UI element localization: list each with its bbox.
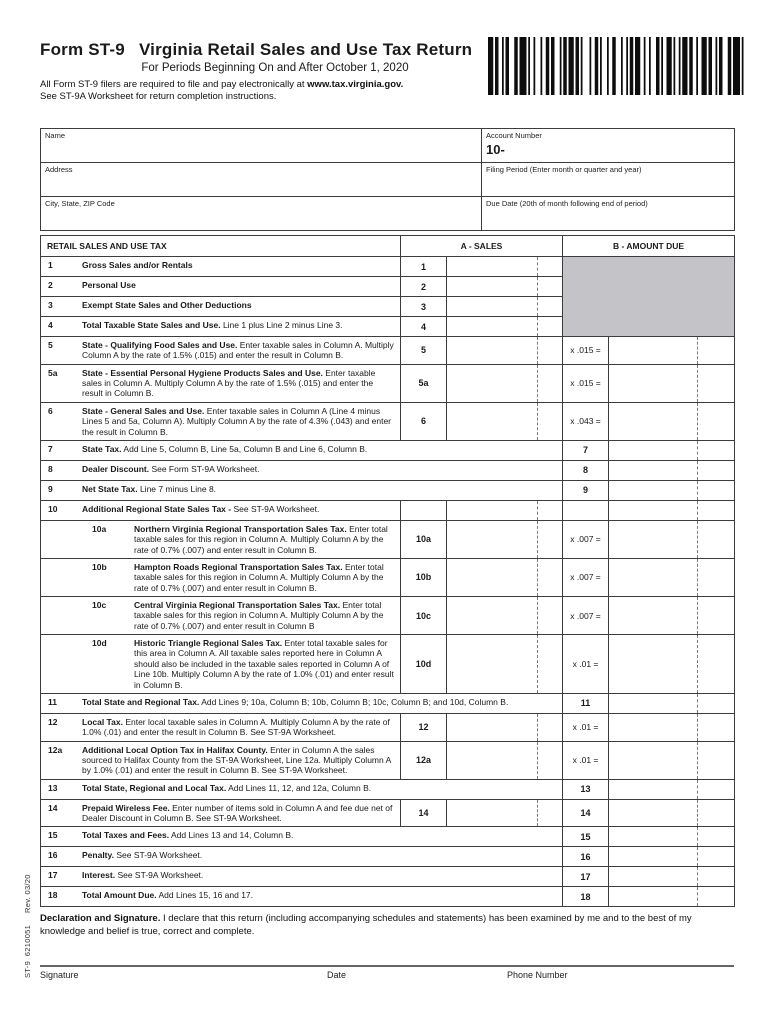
line-12a-amount-input[interactable]: [609, 741, 698, 779]
line-7-number: 7: [48, 443, 53, 454]
line-5-sales-input[interactable]: [447, 337, 538, 365]
line-9-number: 9: [48, 483, 53, 494]
line-5-description: State - Qualifying Food Sales and Use. Enter taxable sales in Column A. Multiply Column A by the rate of 1.5% (.015) and enter the result in Column B.: [82, 340, 394, 361]
line-4-box-number: 4: [401, 317, 447, 337]
line-10d-label: [41, 635, 401, 694]
line-12-amount-cents-input[interactable]: [698, 713, 735, 741]
line-11-label: [41, 693, 563, 713]
line-16-amount-input[interactable]: [609, 847, 698, 867]
line-2-box-number: 2: [401, 277, 447, 297]
line-12a-sales-cents-input[interactable]: [538, 741, 563, 779]
line-3-box-number: 3: [401, 297, 447, 317]
line-5a-box-number: 5a: [401, 364, 447, 402]
line-12a-box-number: 12a: [401, 741, 447, 779]
line-3-sales-input[interactable]: [447, 297, 538, 317]
declaration-text: [40, 913, 734, 939]
signature-block: [40, 965, 734, 980]
line-1-box-number: 1: [401, 257, 447, 277]
line-12-box-number: 12: [401, 713, 447, 741]
line-8-amount-input[interactable]: [609, 460, 698, 480]
line-10a-number: 10a: [92, 523, 107, 534]
line-14-sales-cents-input[interactable]: [538, 799, 563, 827]
line-5a-description: State - Essential Personal Hygiene Products Sales and Use. Enter taxable sales in Column A. Multiply Column A by the rate of 1.5% (.015) and enter the result in Column B.: [82, 367, 376, 399]
line-10a-description: Northern Virginia Regional Transportation Sales Tax. Enter total taxable sales for this region in Column A. Multiply Column A by the rate of 0.7% (.007) and enter result in Column B.: [134, 523, 388, 555]
line-5-label: [41, 337, 401, 365]
date-label: Date: [327, 970, 347, 981]
line-15-description: Total Taxes and Fees. Add Lines 13 and 14, Column B.: [82, 830, 294, 841]
line-17-label: [41, 867, 563, 887]
line-17-box-number: 17: [563, 867, 609, 887]
line-15-amount-input[interactable]: [609, 827, 698, 847]
line-10c-box-number: 10c: [401, 597, 447, 635]
line-10-rate-label: [563, 500, 609, 520]
line-15-box-number: 15: [563, 827, 609, 847]
line-15-amount-cents-input[interactable]: [698, 827, 735, 847]
line-18-amount-cents-input[interactable]: [698, 887, 735, 907]
taxpayer-info-box: [40, 128, 735, 231]
line-17-row: [41, 867, 735, 887]
line-10-amount-cents-input[interactable]: [698, 500, 735, 520]
line-2-number: 2: [48, 280, 53, 290]
line-1-row: [41, 257, 735, 277]
line-18-row: [41, 887, 735, 907]
line-12a-label: [41, 741, 401, 779]
line-8-label: [41, 460, 563, 480]
line-13-box-number: 13: [563, 779, 609, 799]
line-18-number: 18: [48, 890, 58, 901]
filing-period-field[interactable]: [482, 163, 735, 197]
form-st9-page: [23, 40, 734, 981]
line-9-amount-input[interactable]: [609, 480, 698, 500]
line-9-row: [41, 480, 735, 500]
line-10a-sales-input[interactable]: [447, 520, 538, 558]
line-16-label: [41, 847, 563, 867]
line-14-sales-input[interactable]: [447, 799, 538, 827]
lines-1-4-amount-shaded-cell: [563, 257, 735, 337]
line-10b-row: [41, 558, 735, 596]
line-10a-sales-cents-input[interactable]: [538, 520, 563, 558]
line-6-rate-label: x .043 =: [563, 402, 609, 440]
line-15-row: [41, 827, 735, 847]
line-10b-sales-input[interactable]: [447, 558, 538, 596]
line-6-label: [41, 402, 401, 440]
line-3-label: [41, 297, 401, 317]
line-5-box-number: 5: [401, 337, 447, 365]
line-18-description: Total Amount Due. Add Lines 15, 16 and 17.: [82, 890, 254, 901]
line-15-label: [41, 827, 563, 847]
line-4-number: 4: [48, 320, 53, 330]
line-8-box-number: 8: [563, 460, 609, 480]
line-14-amount-cents-input[interactable]: [698, 799, 735, 827]
line-10d-row: [41, 635, 735, 694]
line-10b-amount-input[interactable]: [609, 558, 698, 596]
line-16-description: Penalty. See ST-9A Worksheet.: [82, 850, 203, 861]
line-11-box-number: 11: [563, 693, 609, 713]
line-10c-label: [41, 597, 401, 635]
line-12-row: [41, 713, 735, 741]
line-10-description: Additional Regional State Sales Tax - See ST-9A Worksheet.: [82, 503, 320, 514]
line-6-amount-cents-input[interactable]: [698, 402, 735, 440]
line-10b-amount-cents-input[interactable]: [698, 558, 735, 596]
form-id: Form ST-9: [40, 40, 125, 59]
line-14-description: Prepaid Wireless Fee. Enter number of items sold in Column A and fee due net of Dealer Discount in Column B. See ST-9A Worksheet.: [82, 802, 393, 824]
line-2-label: [41, 277, 401, 297]
line-2-description: Personal Use: [82, 280, 136, 290]
line-3-number: 3: [48, 300, 53, 310]
line-13-amount-cents-input[interactable]: [698, 779, 735, 799]
address-label: Address: [45, 165, 73, 174]
due-date-field[interactable]: [482, 197, 735, 231]
line-6-number: 6: [48, 405, 53, 416]
line-10-amount-input[interactable]: [609, 500, 698, 520]
line-10c-sales-input[interactable]: [447, 597, 538, 635]
line-1-sales-cents-input[interactable]: [538, 257, 563, 277]
line-5a-number: 5a: [48, 367, 58, 378]
due-date-label: Due Date (20th of month following end of period): [486, 199, 648, 208]
line-10a-label: [41, 520, 401, 558]
line-10c-amount-input[interactable]: [609, 597, 698, 635]
filing-period-label: Filing Period (Enter month or quarter and year): [486, 165, 642, 174]
line-10b-rate-label: x .007 =: [563, 558, 609, 596]
line-11-description: Total State and Regional Tax. Add Lines 9; 10a, Column B; 10b, Column B; 10c, Column B; and 10d, Column B.: [82, 696, 509, 707]
line-1-number: 1: [48, 260, 53, 270]
column-a-header: A - SALES: [401, 236, 563, 257]
line-14-number: 14: [48, 802, 58, 813]
line-17-amount-cents-input[interactable]: [698, 867, 735, 887]
signature-label: Signature: [40, 970, 79, 981]
line-10d-amount-input[interactable]: [609, 635, 698, 694]
line-10c-rate-label: x .007 =: [563, 597, 609, 635]
line-5-amount-input[interactable]: [609, 337, 698, 365]
line-14-box-number: 14: [401, 799, 447, 827]
line-16-row: [41, 847, 735, 867]
line-5a-rate-label: x .015 =: [563, 364, 609, 402]
line-9-amount-cents-input[interactable]: [698, 480, 735, 500]
line-10c-description: Central Virginia Regional Transportation Sales Tax. Enter total taxable sales for this region in Column A. Multiply Column A by the rate of 0.7% (.007) and enter result in Column B: [134, 600, 384, 631]
line-10a-amount-cents-input[interactable]: [698, 520, 735, 558]
line-18-box-number: 18: [563, 887, 609, 907]
line-4-label: [41, 317, 401, 337]
line-8-number: 8: [48, 463, 53, 474]
efile-url: www.tax.virginia.gov.: [307, 79, 404, 90]
line-10b-number: 10b: [92, 561, 107, 572]
line-14-amount-box-number: 14: [563, 799, 609, 827]
line-17-description: Interest. See ST-9A Worksheet.: [82, 870, 204, 881]
city-state-zip-field[interactable]: [41, 197, 482, 231]
line-12-rate-label: x .01 =: [563, 713, 609, 741]
line-5-number: 5: [48, 340, 53, 350]
line-11-amount-input[interactable]: [609, 693, 698, 713]
line-5-rate-label: x .015 =: [563, 337, 609, 365]
line-6-row: [41, 402, 735, 440]
line-11-row: [41, 693, 735, 713]
line-15-number: 15: [48, 830, 58, 841]
phone-number-field[interactable]: [507, 970, 734, 980]
line-16-box-number: 16: [563, 847, 609, 867]
line-10a-rate-label: x .007 =: [563, 520, 609, 558]
line-12-amount-input[interactable]: [609, 713, 698, 741]
line-12-description: Local Tax. Enter local taxable sales in Column A. Multiply Column A by the rate of 1.0% (.01) and enter the result in Column B. See ST-9A Worksheet.: [82, 716, 390, 738]
line-7-description: State Tax. Add Line 5, Column B, Line 5a, Column B and Line 6, Column B.: [82, 443, 368, 454]
line-3-sales-cents-input[interactable]: [538, 297, 563, 317]
line-5-sales-cents-input[interactable]: [538, 337, 563, 365]
line-16-amount-cents-input[interactable]: [698, 847, 735, 867]
line-17-number: 17: [48, 870, 58, 881]
line-13-description: Total State, Regional and Local Tax. Add Lines 11, 12, and 12a, Column B.: [82, 782, 372, 793]
line-5a-sales-input[interactable]: [447, 364, 538, 402]
line-10d-sales-cents-input[interactable]: [538, 635, 563, 694]
line-8-amount-cents-input[interactable]: [698, 460, 735, 480]
account-number-field[interactable]: [482, 129, 735, 163]
line-5a-label: [41, 364, 401, 402]
line-6-sales-cents-input[interactable]: [538, 402, 563, 440]
line-18-label: [41, 887, 563, 907]
line-9-box-number: 9: [563, 480, 609, 500]
form-header: [40, 40, 734, 118]
retail-sales-tax-table: [40, 235, 735, 907]
signature-rule: [40, 965, 734, 967]
line-10b-box-number: 10b: [401, 558, 447, 596]
line-10c-number: 10c: [92, 600, 107, 611]
line-13-number: 13: [48, 782, 58, 793]
line-8-description: Dealer Discount. See Form ST-9A Worksheet.: [82, 463, 260, 474]
line-10d-description: Historic Triangle Regional Sales Tax. Enter total taxable sales for this area in Column A. All taxable sales reported here in Column A should also be included in the taxable sales reported in Column A of Line 10b. Multiply Column A by the rate of 1.0% (.01) and enter result in Column B.: [134, 638, 394, 690]
line-4-description: Total Taxable State Sales and Use. Line 1 plus Line 2 minus Line 3.: [82, 320, 343, 330]
account-number-prefix: 10-: [486, 142, 505, 157]
line-5-row: [41, 337, 735, 365]
line-10b-sales-cents-input[interactable]: [538, 558, 563, 596]
worksheet-notice: See ST-9A Worksheet for return completion instructions.: [40, 91, 277, 103]
form-subtitle: For Periods Beginning On and After October 1, 2020: [141, 62, 409, 74]
name-field[interactable]: [41, 129, 482, 163]
line-18-amount-input[interactable]: [609, 887, 698, 907]
account-number-label: Account Number: [486, 131, 542, 140]
line-13-amount-input[interactable]: [609, 779, 698, 799]
line-5a-amount-input[interactable]: [609, 364, 698, 402]
line-10-number: 10: [48, 503, 58, 514]
line-6-description: State - General Sales and Use. Enter taxable sales in Column A (Line 4 minus Lines 5 and 5a, Column A). Multiply Column A by the rate of 4.3% (.043) and enter the result in Column B.: [82, 405, 392, 437]
line-1-sales-input[interactable]: [447, 257, 538, 277]
line-10c-row: [41, 597, 735, 635]
line-13-label: [41, 779, 563, 799]
phone-number-label: Phone Number: [507, 970, 568, 981]
line-12-sales-input[interactable]: [447, 713, 538, 741]
line-10-sales-input[interactable]: [447, 500, 538, 520]
line-8-row: [41, 460, 735, 480]
line-1-description: Gross Sales and/or Rentals: [82, 260, 193, 270]
line-10c-amount-cents-input[interactable]: [698, 597, 735, 635]
line-7-amount-cents-input[interactable]: [698, 440, 735, 460]
line-7-box-number: 7: [563, 440, 609, 460]
line-10d-number: 10d: [92, 638, 107, 649]
line-12-number: 12: [48, 716, 58, 727]
signature-field[interactable]: [40, 970, 327, 980]
line-4-sales-input[interactable]: [447, 317, 538, 337]
line-14-label: [41, 799, 401, 827]
line-10-label: [41, 500, 401, 520]
declaration-body: I declare that this return (including accompanying schedules and statements) has been examined by me and to the best of my knowledge and belief is true, correct and complete.: [40, 913, 692, 938]
line-12a-description: Additional Local Option Tax in Halifax County. Enter in Column A the sales sourced to Halifax County from the ST-9A Worksheet, Line 12a. Multiply Column A by 1.0% (.01) and enter the result in Column B. See ST-9A Worksheet.: [82, 744, 391, 776]
address-field[interactable]: [41, 163, 482, 197]
line-12a-rate-label: x .01 =: [563, 741, 609, 779]
form-revision-sidetext: ST-9 6210051 Rev. 03/20: [23, 874, 32, 978]
line-10d-amount-cents-input[interactable]: [698, 635, 735, 694]
line-10d-box-number: 10d: [401, 635, 447, 694]
table-header-row: [41, 236, 735, 257]
line-14-amount-input[interactable]: [609, 799, 698, 827]
line-12a-row: [41, 741, 735, 779]
line-10-row: [41, 500, 735, 520]
line-2-sales-input[interactable]: [447, 277, 538, 297]
line-1-label: [41, 257, 401, 277]
line-6-box-number: 6: [401, 402, 447, 440]
line-12a-number: 12a: [48, 744, 63, 755]
line-7-row: [41, 440, 735, 460]
line-13-row: [41, 779, 735, 799]
efile-notice-text: All Form ST-9 filers are required to file and pay electronically at: [40, 79, 308, 90]
line-6-amount-input[interactable]: [609, 402, 698, 440]
line-7-label: [41, 440, 563, 460]
line-5a-amount-cents-input[interactable]: [698, 364, 735, 402]
line-10-sales-cents-input[interactable]: [538, 500, 563, 520]
line-5a-sales-cents-input[interactable]: [538, 364, 563, 402]
line-9-label: [41, 480, 563, 500]
declaration-title: Declaration and Signature.: [40, 913, 161, 925]
line-2-sales-cents-input[interactable]: [538, 277, 563, 297]
line-7-amount-input[interactable]: [609, 440, 698, 460]
line-14-row: [41, 799, 735, 827]
line-10-box-number: [401, 500, 447, 520]
date-field[interactable]: [327, 970, 507, 980]
line-12-sales-cents-input[interactable]: [538, 713, 563, 741]
line-10b-description: Hampton Roads Regional Transportation Sales Tax. Enter total taxable sales for this region in Column A. Multiply Column A by the rate of 0.7% (.007) and enter result in Column B.: [134, 561, 384, 593]
line-10d-sales-input[interactable]: [447, 635, 538, 694]
barcode: [488, 37, 746, 95]
line-10b-label: [41, 558, 401, 596]
line-6-sales-input[interactable]: [447, 402, 538, 440]
name-label: Name: [45, 131, 66, 140]
line-11-amount-cents-input[interactable]: [698, 693, 735, 713]
line-17-amount-input[interactable]: [609, 867, 698, 887]
line-10a-row: [41, 520, 735, 558]
line-3-description: Exempt State Sales and Other Deductions: [82, 300, 252, 310]
line-10d-rate-label: x .01 =: [563, 635, 609, 694]
table-header-left: RETAIL SALES AND USE TAX: [41, 236, 401, 257]
line-10a-box-number: 10a: [401, 520, 447, 558]
line-9-description: Net State Tax. Line 7 minus Line 8.: [82, 483, 217, 494]
page-title: Virginia Retail Sales and Use Tax Return: [138, 40, 473, 59]
line-5a-row: [41, 364, 735, 402]
line-10a-amount-input[interactable]: [609, 520, 698, 558]
line-16-number: 16: [48, 850, 58, 861]
line-11-number: 11: [48, 696, 57, 707]
column-b-header: B - AMOUNT DUE: [563, 236, 735, 257]
city-state-zip-label: City, State, ZIP Code: [45, 199, 115, 208]
line-12a-amount-cents-input[interactable]: [698, 741, 735, 779]
line-12a-sales-input[interactable]: [447, 741, 538, 779]
line-12-label: [41, 713, 401, 741]
line-10c-sales-cents-input[interactable]: [538, 597, 563, 635]
line-5-amount-cents-input[interactable]: [698, 337, 735, 365]
line-4-sales-cents-input[interactable]: [538, 317, 563, 337]
